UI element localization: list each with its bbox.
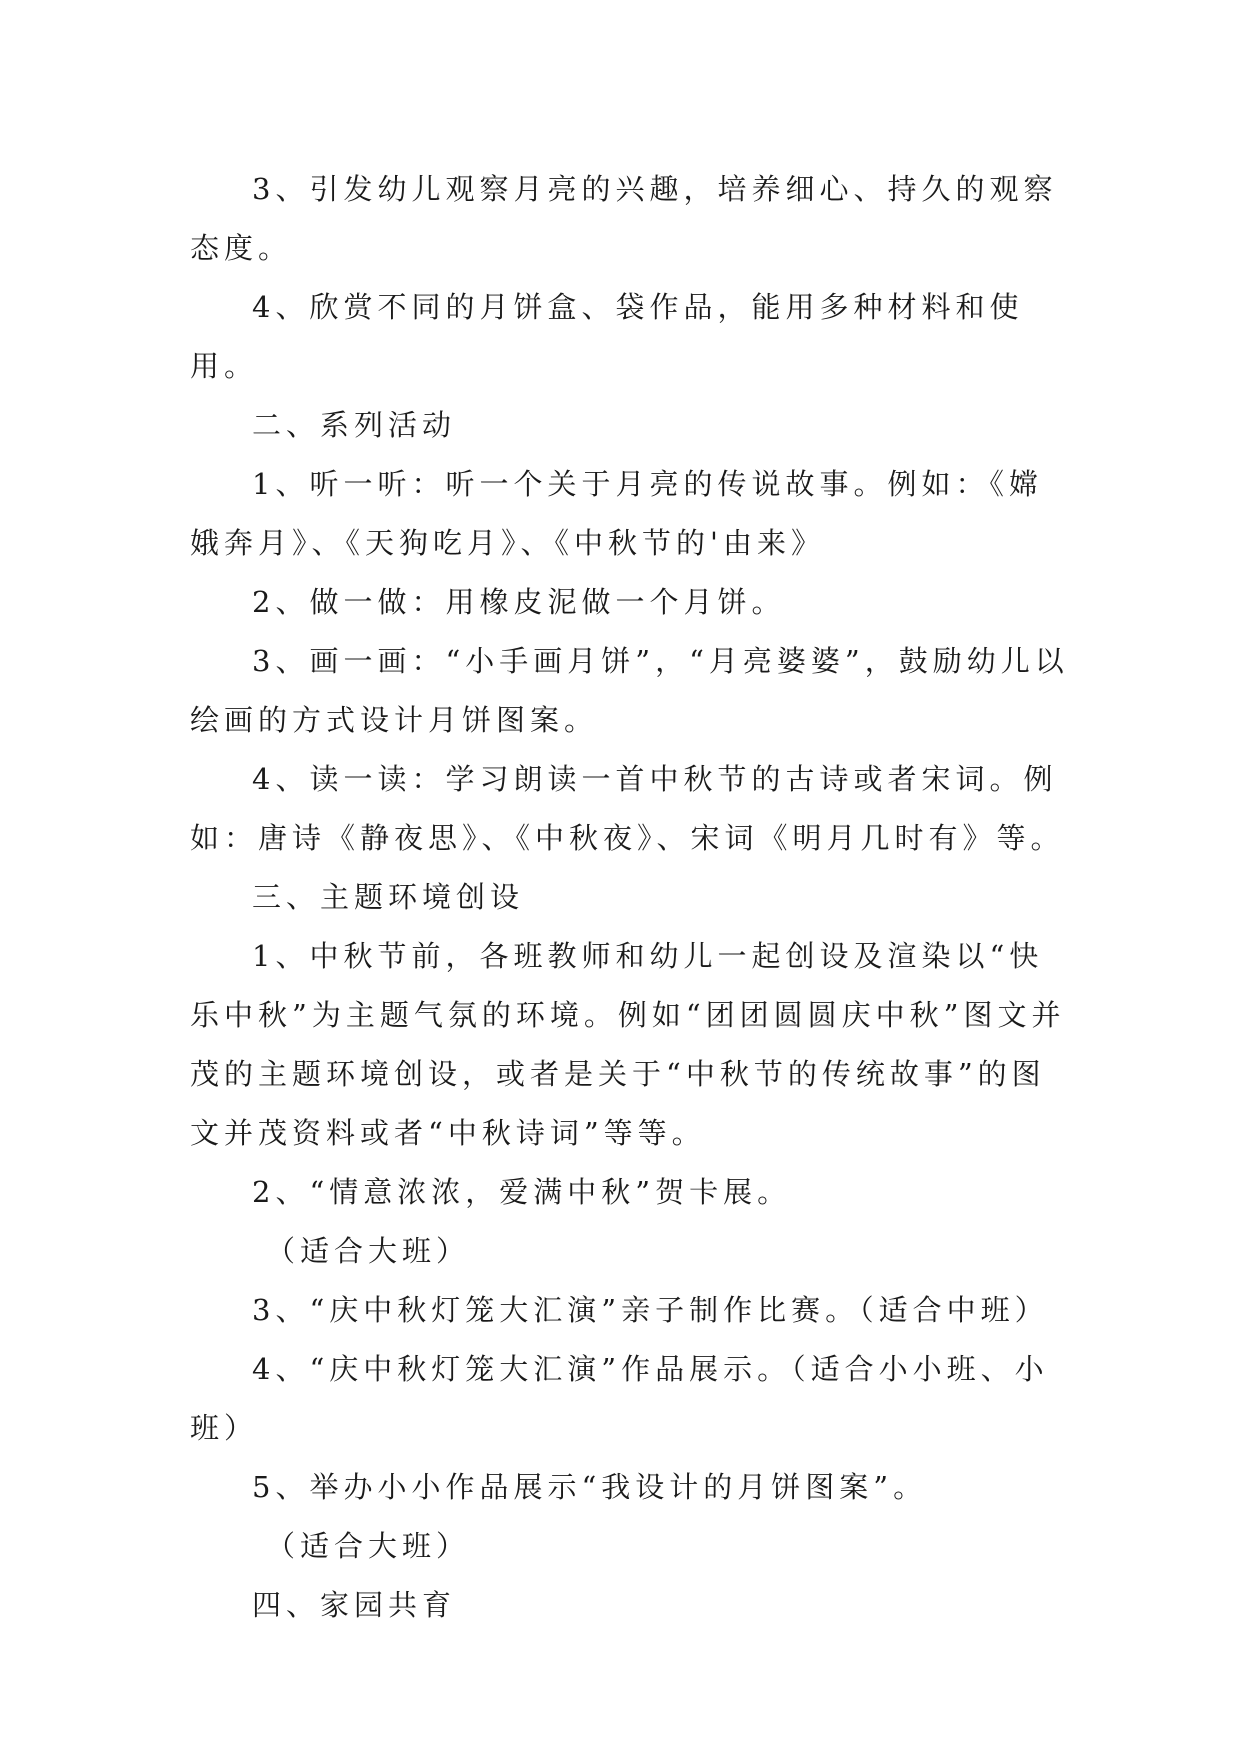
activity-draw-paragraph: 3、画一画：“小手画月饼”，“月亮婆婆”，鼓励幼儿以绘画的方式设计月饼图案。 — [190, 644, 1069, 737]
activity-listen-paragraph: 1、听一听：听一个关于月亮的传说故事。例如：《嫦娥奔月》、《天狗吃月》、《中秋节的'由来》 — [190, 467, 1043, 560]
document-body — [190, 160, 1070, 1635]
activity-read-paragraph: 4、读一读：学习朗读一首中秋节的古诗或者宋词。例如：唐诗《静夜思》、《中秋夜》、宋词《明月几时有》等。 — [190, 762, 1065, 855]
environment-2-note: （适合大班） — [266, 1234, 471, 1268]
environment-1-paragraph: 1、中秋节前，各班教师和幼儿一起创设及渲染以“快乐中秋”为主题气氛的环境。例如“团团圆圆庆中秋”图文并茂的主题环境创设，或者是关于“中秋节的传统故事”的图文并茂资料或者“中秋诗词”等等。 — [190, 939, 1066, 1150]
section-heading-environment: 三、主题环境创设 — [252, 880, 525, 914]
environment-5-paragraph: 5、举办小小作品展示“我设计的月饼图案”。 — [252, 1470, 928, 1504]
environment-4-paragraph: 4、“庆中秋灯笼大汇演”作品展示。（适合小小班、小班） — [190, 1352, 1049, 1445]
environment-2-paragraph: 2、“情意浓浓，爱满中秋”贺卡展。 — [252, 1175, 792, 1209]
environment-3-paragraph: 3、“庆中秋灯笼大汇演”亲子制作比赛。（适合中班） — [252, 1293, 1049, 1327]
goal-4-paragraph: 4、欣赏不同的月饼盒、袋作品，能用多种材料和使用。 — [190, 290, 1024, 383]
activity-make-paragraph: 2、做一做：用橡皮泥做一个月饼。 — [252, 585, 786, 619]
environment-5-note: （适合大班） — [266, 1529, 471, 1563]
goal-3-paragraph: 3、引发幼儿观察月亮的兴趣，培养细心、持久的观察态度。 — [190, 172, 1058, 265]
section-heading-activities: 二、系列活动 — [252, 408, 457, 442]
section-heading-home-school: 四、家园共育 — [252, 1588, 457, 1622]
